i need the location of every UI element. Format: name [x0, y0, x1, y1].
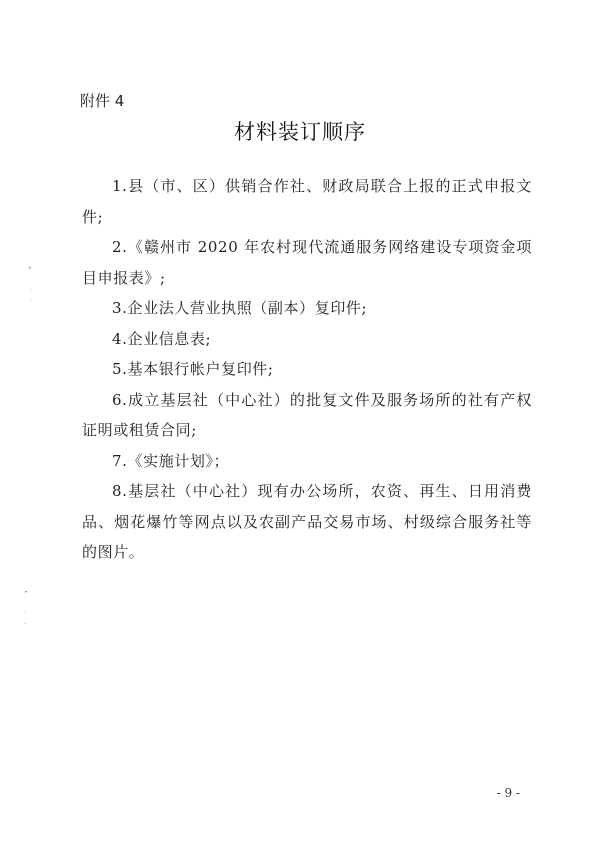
margin-mark: •	[24, 589, 28, 596]
page-number: - 9 -	[496, 786, 520, 800]
list-item: 1.县（市、区）供销合作社、财政局联合上报的正式申报文件;	[82, 177, 532, 226]
list-item: 7.《实施计划》；	[112, 451, 230, 470]
list-item: 2.《赣州市 2020 年农村现代流通服务网络建设专项资金项目申报表》;	[82, 238, 532, 287]
margin-mark: ·	[30, 287, 32, 294]
list-item: 8.基层社（中心社）现有办公场所，农资、再生、日用消费品、烟花爆竹等网点以及农副产品交易市场、村级综合服务社等的图片。	[82, 482, 532, 561]
document-title: 材料装订顺序	[234, 120, 366, 144]
list-item: 4.企业信息表;	[112, 329, 212, 348]
list-item: 6.成立基层社（中心社）的批复文件及服务场所的社有产权证明或租赁合同;	[82, 390, 532, 439]
margin-mark: ·	[24, 609, 26, 616]
margin-mark: •	[28, 265, 32, 272]
list-item: 5.基本银行帐户复印件;	[112, 360, 274, 378]
attachment-label: 附件 4	[80, 92, 125, 110]
margin-mark: ·	[30, 298, 32, 305]
item-list	[82, 171, 532, 568]
margin-mark: ·	[24, 621, 26, 628]
list-item: 3.企业法人营业执照（副本）复印件;	[112, 299, 368, 317]
